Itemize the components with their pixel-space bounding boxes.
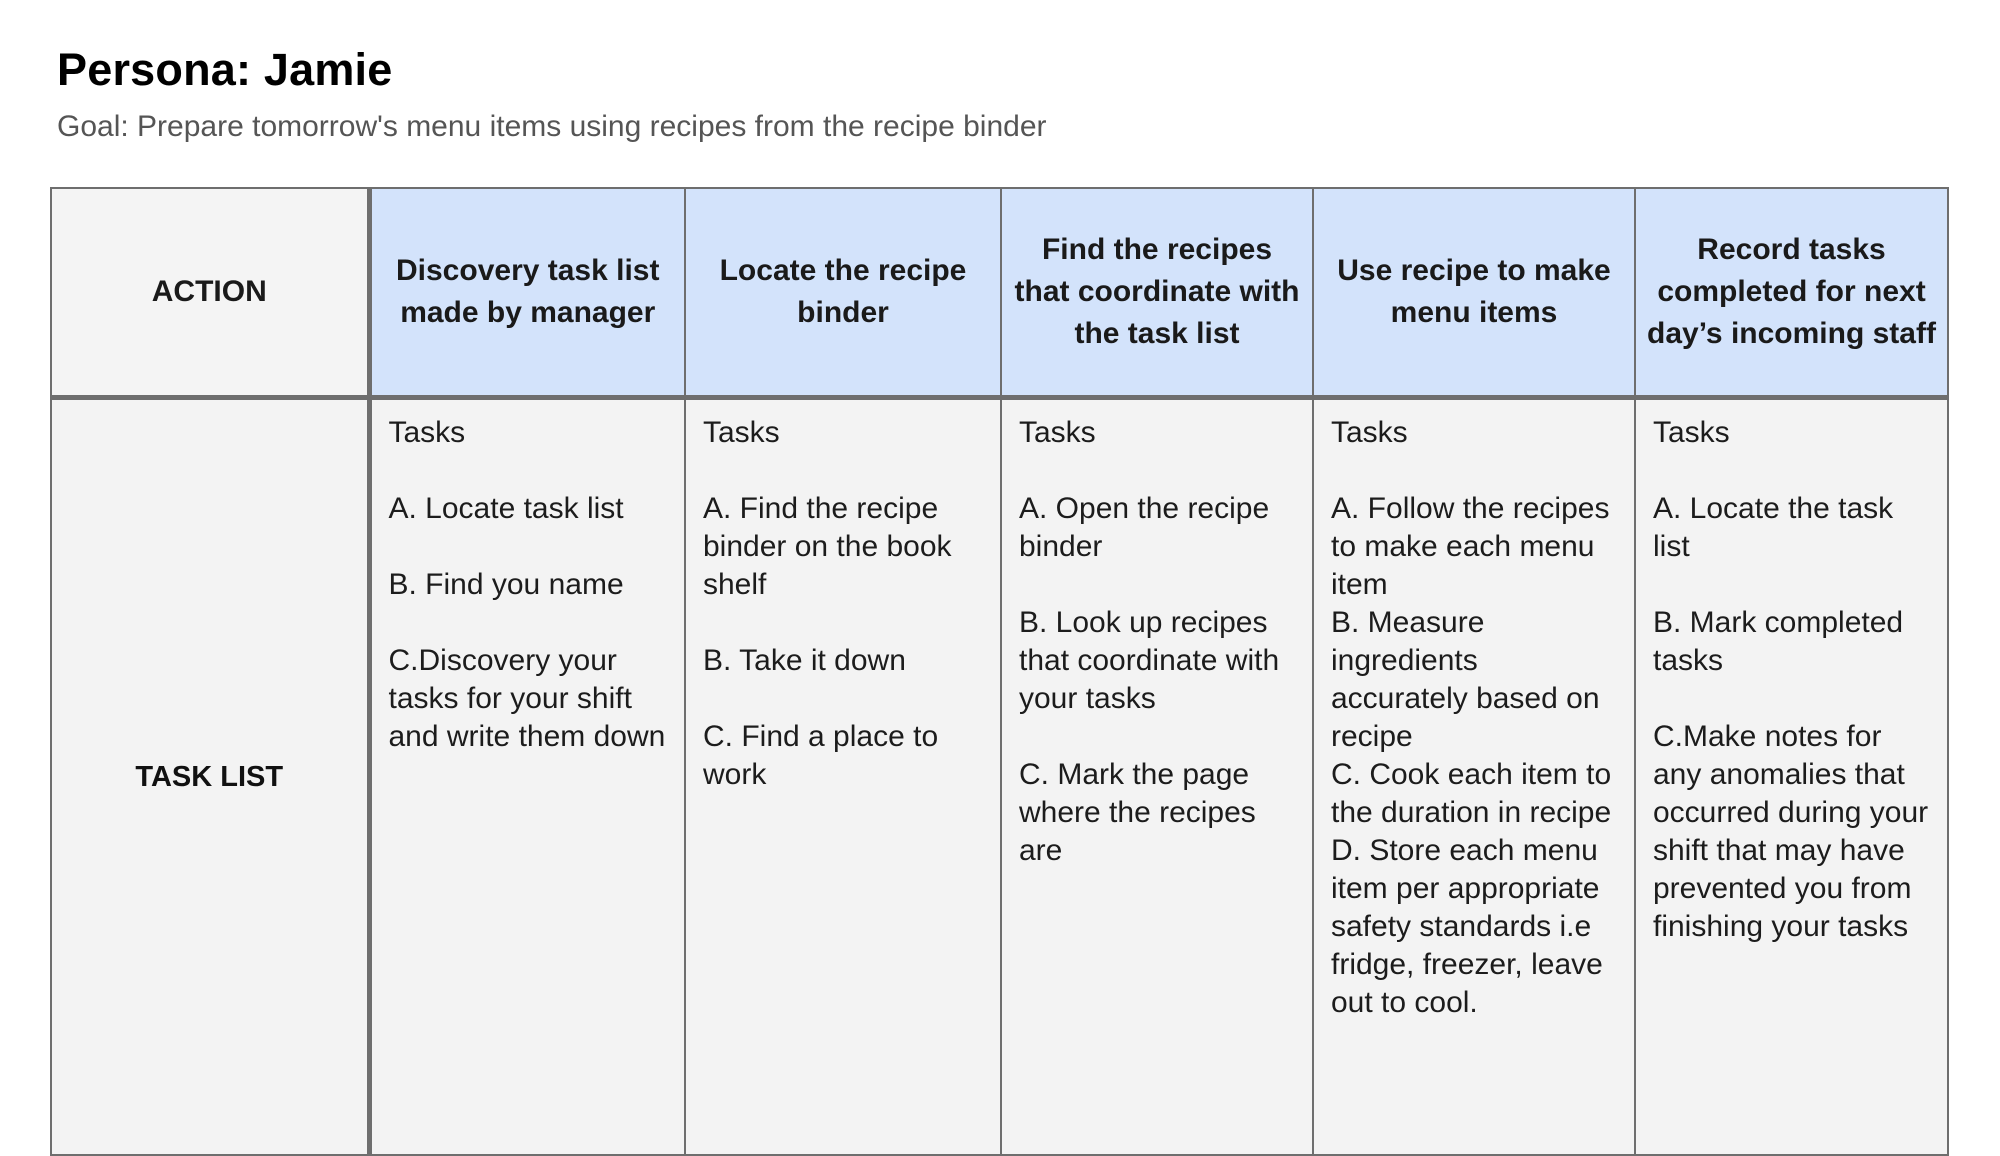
- tasks-heading: Tasks: [703, 416, 780, 449]
- task-item: C. Mark the page where the recipes are: [1019, 758, 1256, 867]
- tasks-heading: Tasks: [388, 416, 466, 449]
- step-header-3: Find the recipes that coordinate with the task list: [1001, 188, 1313, 398]
- step-header-1: Discovery task list made by manager: [369, 188, 685, 398]
- task-item: B. Measure ingredients accurately based on recipe: [1331, 606, 1600, 753]
- task-cell-1: [369, 398, 685, 1156]
- persona-goal: Goal: Prepare tomorrow's menu items using recipes from the recipe binder: [57, 110, 1047, 143]
- task-item: C. Cook each item to the duration in recipe: [1331, 758, 1612, 829]
- task-item: D. Store each menu item per appropriate safety standards i.e fridge, freezer, leave out to cool.: [1331, 834, 1603, 1019]
- step-header-4: Use recipe to make menu items: [1313, 188, 1635, 398]
- task-item: B. Find you name: [388, 568, 624, 601]
- task-item: A. Locate the task list: [1653, 492, 1894, 563]
- task-item: B. Take it down: [703, 644, 906, 677]
- task-cell-3: [1001, 398, 1313, 1156]
- step-header-5: Record tasks completed for next day’s incoming staff: [1635, 188, 1948, 398]
- task-cell-2: [685, 398, 1001, 1156]
- header-row: [51, 188, 1948, 398]
- tasks-heading: Tasks: [1653, 416, 1730, 449]
- journey-table: [50, 187, 1949, 1156]
- action-label: ACTION: [51, 188, 369, 398]
- tasks-heading: Tasks: [1019, 416, 1096, 449]
- task-list-row: [51, 398, 1948, 1156]
- task-item: C.Make notes for any anomalies that occurred during your shift that may have prevented you from finishing your tasks: [1653, 720, 1929, 943]
- task-cell-4: [1313, 398, 1635, 1156]
- task-item: A. Follow the recipes to make each menu item: [1331, 492, 1610, 601]
- task-item: A. Locate task list: [388, 492, 624, 525]
- page-title: Persona: Jamie: [57, 44, 393, 95]
- task-item: A. Find the recipe binder on the book shelf: [703, 492, 952, 601]
- task-item: C.Discovery your tasks for your shift and write them down: [388, 644, 666, 753]
- task-item: A. Open the recipe binder: [1019, 492, 1270, 563]
- step-header-2: Locate the recipe binder: [685, 188, 1001, 398]
- task-cell-5: [1635, 398, 1948, 1156]
- task-item: B. Look up recipes that coordinate with your tasks: [1019, 606, 1280, 715]
- task-list-label: TASK LIST: [51, 398, 369, 1156]
- tasks-heading: Tasks: [1331, 416, 1408, 449]
- task-item: B. Mark completed tasks: [1653, 606, 1904, 677]
- task-item: C. Find a place to work: [703, 720, 939, 791]
